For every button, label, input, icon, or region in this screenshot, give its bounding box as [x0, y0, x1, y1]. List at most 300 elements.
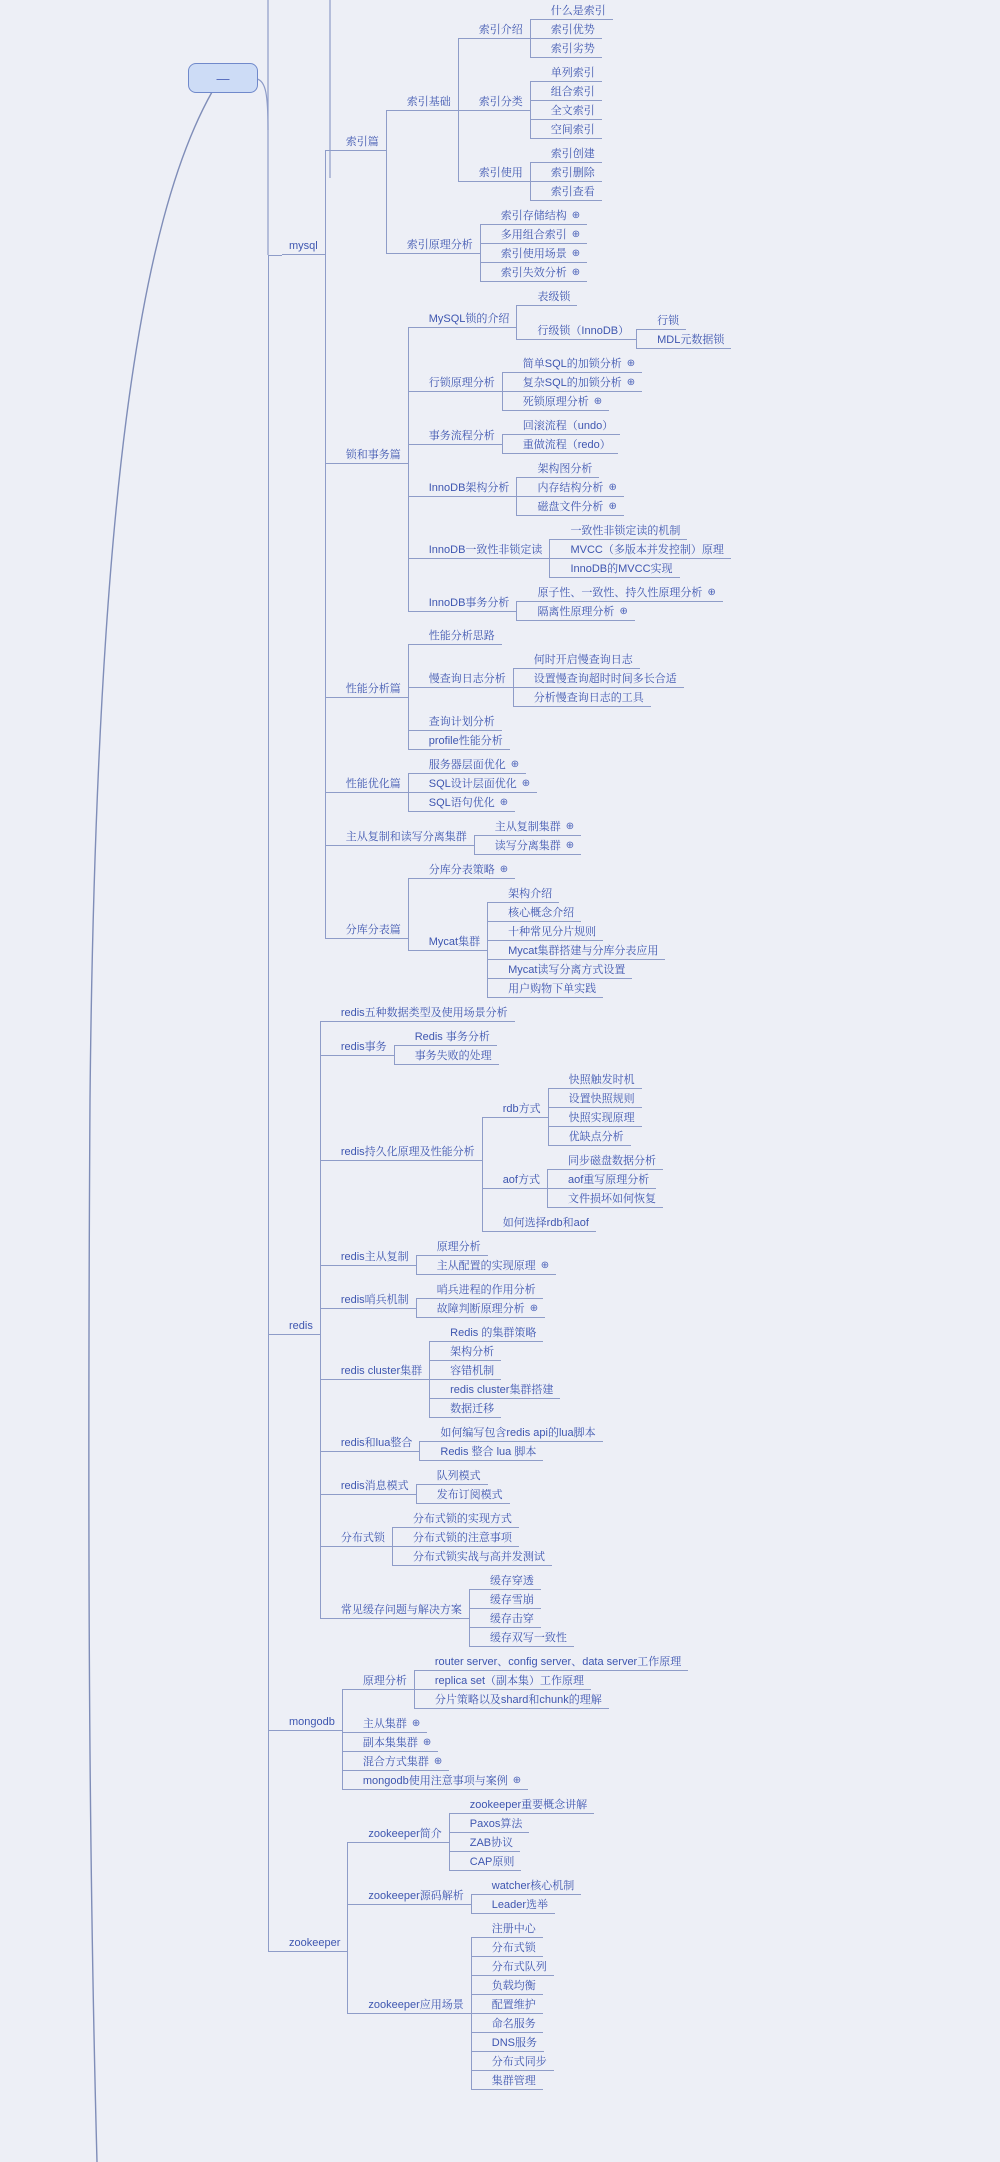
map-leaf — [485, 2071, 554, 2090]
node-children — [347, 1796, 594, 2090]
map-leaf — [544, 39, 613, 58]
node-label[interactable]: mongodb使用注意事项与案例 ⊕ — [356, 1772, 528, 1790]
node-label[interactable]: 简单SQL的加锁分析 ⊕ — [516, 355, 642, 373]
map-leaf — [433, 1424, 602, 1442]
node-label[interactable]: 内存结构分析 ⊕ — [530, 479, 623, 497]
node-label[interactable]: 索引查看 — [544, 183, 602, 201]
map-leaf — [422, 774, 537, 793]
map-leaf — [501, 922, 665, 941]
expand-icon[interactable]: ⊕ — [619, 606, 628, 617]
node-label[interactable]: 分布式锁的实现方式 — [406, 1510, 519, 1528]
node-label[interactable]: 副本集集群 ⊕ — [356, 1734, 438, 1752]
node-label[interactable]: 同步磁盘数据分析 — [561, 1152, 663, 1170]
node-label[interactable]: 磁盘文件分析 ⊕ — [530, 498, 623, 516]
map-node — [334, 1566, 663, 1647]
node-label[interactable]: zookeeper重要概念讲解 — [463, 1796, 594, 1814]
expand-icon[interactable]: ⊕ — [422, 1737, 432, 1748]
node-label[interactable]: 索引存储结构 ⊕ — [494, 207, 587, 225]
node-label[interactable]: 服务器层面优化 ⊕ — [422, 756, 526, 774]
node-label[interactable]: ZAB协议 — [463, 1834, 520, 1852]
map-node — [400, 201, 613, 282]
node-children — [471, 1920, 554, 2090]
branch-redis — [282, 998, 731, 1647]
map-node — [422, 454, 732, 516]
node-label[interactable]: 锁和事务篇 — [339, 446, 408, 464]
map-node — [361, 1796, 594, 1871]
map-leaf — [563, 522, 730, 540]
node-label[interactable]: 缓存击穿 — [483, 1610, 541, 1628]
map-leaf — [463, 1814, 594, 1833]
branch-mongodb — [282, 1647, 731, 1790]
map-node — [334, 1418, 663, 1461]
node-label[interactable]: 组合索引 — [544, 83, 602, 101]
map-node — [472, 2, 613, 58]
node-label[interactable]: 单列索引 — [544, 64, 602, 82]
map-leaf — [443, 1361, 560, 1380]
node-label[interactable]: zookeeper — [282, 1934, 347, 1952]
map-leaf — [544, 2, 613, 20]
node-label[interactable]: 多用组合索引 ⊕ — [494, 226, 587, 244]
node-label[interactable]: 如何编写包含redis api的lua脚本 — [433, 1424, 602, 1442]
node-children — [474, 818, 581, 855]
node-children — [416, 1238, 556, 1275]
node-label[interactable]: 缓存穿透 — [483, 1572, 541, 1590]
map-leaf — [406, 1547, 552, 1566]
node-label[interactable]: 全文索引 — [544, 102, 602, 120]
node-label[interactable]: 主从复制集群 ⊕ — [488, 818, 581, 836]
map-leaf — [430, 1281, 545, 1299]
map-leaf — [561, 1189, 663, 1208]
expand-icon[interactable]: ⊕ — [626, 358, 636, 369]
node-children — [471, 1877, 582, 1914]
map-leaf — [501, 903, 665, 922]
map-node — [422, 879, 666, 998]
node-children — [547, 1152, 663, 1208]
node-label[interactable]: 架构介绍 — [501, 885, 559, 903]
node-label[interactable]: 分库分表策略 ⊕ — [422, 861, 515, 879]
map-leaf — [562, 1071, 642, 1089]
node-label[interactable]: 死锁原理分析 ⊕ — [516, 393, 609, 411]
node-label[interactable]: 分布式同步 — [485, 2053, 554, 2071]
expand-icon[interactable]: ⊕ — [565, 821, 575, 832]
map-node — [339, 812, 732, 855]
node-label[interactable]: 快照触发时机 — [562, 1071, 642, 1089]
node-label[interactable]: 表级锁 — [530, 288, 577, 306]
map-leaf — [483, 1628, 574, 1647]
node-label[interactable]: watcher核心机制 — [485, 1877, 582, 1895]
map-leaf — [544, 163, 602, 182]
node-label[interactable]: 性能分析思路 — [422, 627, 502, 645]
expand-icon[interactable]: ⊕ — [608, 501, 617, 512]
node-label[interactable]: mysql — [282, 237, 325, 255]
node-label[interactable]: InnoDB事务分析 — [422, 594, 517, 612]
map-leaf — [530, 460, 623, 478]
node-label[interactable]: Mycat读写分离方式设置 — [501, 961, 632, 979]
node-label[interactable]: 设置慢查询超时时间多长合适 — [527, 670, 684, 688]
map-leaf — [563, 559, 730, 578]
node-children — [636, 312, 731, 349]
node-label[interactable]: 注册中心 — [485, 1920, 543, 1938]
node-label[interactable]: SQL语句优化 ⊕ — [422, 794, 515, 812]
mindmap-tree — [268, 2, 731, 2090]
root-topic[interactable] — [188, 63, 258, 93]
node-label[interactable]: router server、config server、data server工作原理 — [428, 1653, 688, 1671]
map-leaf — [562, 1108, 642, 1127]
node-label[interactable]: 主从复制和读写分离集群 — [339, 828, 474, 846]
node-children — [469, 1572, 574, 1647]
map-leaf — [485, 1938, 554, 1957]
node-label[interactable]: 原理分析 — [356, 1672, 414, 1690]
node-label[interactable]: 快照实现原理 — [562, 1109, 642, 1127]
map-leaf — [501, 960, 665, 979]
node-label[interactable]: 集群管理 — [485, 2072, 543, 2090]
root-elbow-line — [257, 79, 268, 130]
map-leaf — [485, 1895, 582, 1914]
node-label[interactable]: Leader选举 — [485, 1896, 555, 1914]
map-leaf — [430, 1299, 545, 1318]
node-children — [320, 1004, 663, 1647]
map-leaf — [516, 373, 642, 392]
expand-icon[interactable]: ⊕ — [512, 1775, 522, 1786]
node-children — [449, 1796, 594, 1871]
node-children — [394, 1028, 499, 1065]
node-label[interactable]: 读写分离集群 ⊕ — [488, 837, 581, 855]
map-leaf — [443, 1380, 560, 1399]
node-children — [408, 756, 537, 812]
node-label[interactable]: 常见缓存问题与解决方案 — [334, 1601, 469, 1619]
node-label[interactable]: Mycat集群搭建与分库分表应用 — [501, 942, 665, 960]
node-label[interactable]: aof方式 — [496, 1171, 547, 1189]
node-label[interactable]: 分布式锁 — [485, 1939, 543, 1957]
node-children — [513, 651, 684, 707]
node-label[interactable]: 设置快照规则 — [562, 1090, 642, 1108]
node-label[interactable]: 重做流程（redo） — [516, 436, 618, 454]
node-children — [408, 861, 666, 998]
node-label[interactable]: redis消息模式 — [334, 1477, 416, 1495]
map-leaf — [422, 861, 666, 879]
map-leaf — [483, 1609, 574, 1628]
map-leaf — [485, 1957, 554, 1976]
node-label[interactable]: 复杂SQL的加锁分析 ⊕ — [516, 374, 642, 392]
map-leaf — [356, 1709, 688, 1733]
node-label[interactable]: 索引篇 — [339, 133, 386, 151]
map-leaf — [422, 707, 684, 731]
node-label[interactable]: 性能优化篇 — [339, 775, 408, 793]
node-label[interactable]: 索引失效分析 ⊕ — [494, 264, 587, 282]
node-label[interactable]: redis哨兵机制 — [334, 1291, 416, 1309]
expand-icon[interactable]: ⊕ — [499, 797, 509, 808]
expand-icon[interactable]: ⊕ — [571, 229, 581, 240]
node-label[interactable]: 命名服务 — [485, 2015, 543, 2033]
node-label[interactable]: 容错机制 — [443, 1362, 501, 1380]
map-node — [334, 1232, 663, 1275]
root-topic-label: — — [216, 70, 230, 86]
node-label[interactable]: 慢查询日志分析 — [422, 670, 513, 688]
map-leaf — [494, 225, 587, 244]
node-label[interactable]: 性能分析篇 — [339, 680, 408, 698]
expand-icon[interactable]: ⊕ — [571, 210, 581, 221]
map-leaf — [530, 497, 623, 516]
expand-icon[interactable]: ⊕ — [499, 864, 509, 875]
map-leaf — [527, 688, 684, 707]
node-children — [502, 417, 620, 454]
map-leaf — [488, 818, 581, 836]
node-label[interactable]: 原子性、一致性、持久性原理分析 ⊕ — [530, 584, 722, 602]
map-node — [339, 750, 732, 812]
expand-icon[interactable]: ⊕ — [521, 778, 531, 789]
map-leaf — [563, 540, 730, 559]
node-label[interactable]: 缓存雪崩 — [483, 1591, 541, 1609]
node-label[interactable]: 隔离性原理分析 ⊕ — [530, 603, 634, 621]
node-label[interactable]: 混合方式集群 ⊕ — [356, 1753, 449, 1771]
map-node — [400, 2, 613, 201]
map-node — [334, 1022, 663, 1065]
node-label[interactable]: zookeeper源码解析 — [361, 1887, 470, 1905]
node-label[interactable]: redis五种数据类型及使用场景分析 — [334, 1004, 515, 1022]
node-label[interactable]: MVCC（多版本并发控制）原理 — [563, 541, 730, 559]
map-leaf — [428, 1671, 688, 1690]
node-children — [342, 1653, 688, 1790]
node-label[interactable]: redis持久化原理及性能分析 — [334, 1143, 482, 1161]
node-label[interactable]: Redis 事务分析 — [408, 1028, 497, 1046]
node-label[interactable]: InnoDB架构分析 — [422, 479, 517, 497]
node-children — [482, 1071, 663, 1232]
map-leaf — [485, 2033, 554, 2052]
node-label[interactable]: 分布式队列 — [485, 1958, 554, 1976]
node-label[interactable]: InnoDB一致性非锁定读 — [422, 541, 550, 559]
map-leaf — [494, 244, 587, 263]
node-label[interactable]: 主从集群 ⊕ — [356, 1715, 427, 1733]
node-label[interactable]: 发布订阅模式 — [430, 1486, 510, 1504]
node-label[interactable]: 优缺点分析 — [562, 1128, 631, 1146]
node-label[interactable]: SQL设计层面优化 ⊕ — [422, 775, 537, 793]
node-label[interactable]: Mycat集群 — [422, 933, 487, 951]
map-node — [334, 1318, 663, 1418]
node-children — [530, 2, 613, 58]
map-node — [496, 1071, 663, 1146]
node-label[interactable]: 行锁原理分析 — [422, 374, 502, 392]
node-label[interactable]: MySQL锁的介绍 — [422, 310, 517, 328]
node-children — [458, 2, 613, 201]
node-children — [386, 2, 613, 282]
node-label[interactable]: redis cluster集群 — [334, 1362, 429, 1380]
node-label[interactable]: 主从配置的实现原理 ⊕ — [430, 1257, 556, 1275]
node-label[interactable]: 缓存双写一致性 — [483, 1629, 574, 1647]
map-node — [422, 349, 732, 411]
node-label[interactable]: 分库分表篇 — [339, 921, 408, 939]
expand-icon[interactable]: ⊕ — [565, 840, 575, 851]
expand-icon[interactable]: ⊕ — [510, 759, 520, 770]
node-label[interactable]: mongodb — [282, 1713, 342, 1731]
node-label[interactable]: 空间索引 — [544, 121, 602, 139]
node-label[interactable]: 索引基础 — [400, 93, 458, 111]
map-leaf — [422, 793, 537, 812]
node-children — [416, 1281, 545, 1318]
node-label[interactable]: redis主从复制 — [334, 1248, 416, 1266]
node-label[interactable]: 行锁 — [650, 312, 686, 330]
node-label[interactable]: 架构图分析 — [530, 460, 599, 478]
map-leaf — [561, 1170, 663, 1189]
node-children — [516, 460, 623, 516]
node-label[interactable]: Redis 整合 lua 脚本 — [433, 1443, 543, 1461]
map-leaf — [494, 263, 587, 282]
node-label[interactable]: 索引分类 — [472, 93, 530, 111]
map-leaf — [428, 1653, 688, 1671]
node-label[interactable]: 用户购物下单实践 — [501, 980, 603, 998]
node-label[interactable]: redis和lua整合 — [334, 1434, 420, 1452]
node-label[interactable]: Redis 的集群策略 — [443, 1324, 543, 1342]
branch-column — [268, 2, 731, 2090]
node-label[interactable]: 故障判断原理分析 ⊕ — [430, 1300, 545, 1318]
expand-icon[interactable]: ⊕ — [571, 267, 581, 278]
node-children — [549, 522, 730, 578]
map-node — [356, 1653, 688, 1709]
node-label[interactable]: 如何选择rdb和aof — [496, 1214, 596, 1232]
map-leaf — [530, 584, 722, 602]
map-leaf — [406, 1510, 552, 1528]
node-label[interactable]: 行级锁（InnoDB） — [530, 322, 636, 340]
node-children — [530, 64, 602, 139]
node-children — [516, 288, 731, 349]
node-label[interactable]: MDL元数据锁 — [650, 331, 731, 349]
map-leaf — [544, 145, 602, 163]
node-children — [414, 1653, 688, 1709]
map-leaf — [443, 1324, 560, 1342]
map-node — [530, 306, 731, 349]
node-label[interactable]: 什么是索引 — [544, 2, 613, 20]
node-label[interactable]: 索引删除 — [544, 164, 602, 182]
node-label[interactable]: 负载均衡 — [485, 1977, 543, 1995]
node-label[interactable]: 原理分析 — [430, 1238, 488, 1256]
node-label[interactable]: 何时开启慢查询日志 — [527, 651, 640, 669]
map-leaf — [428, 1690, 688, 1709]
map-leaf — [356, 1771, 688, 1790]
expand-icon[interactable]: ⊕ — [529, 1303, 539, 1314]
node-label[interactable]: CAP原则 — [463, 1853, 522, 1871]
node-label[interactable]: 索引劣势 — [544, 40, 602, 58]
node-label[interactable]: DNS服务 — [485, 2034, 544, 2052]
root-left-curve — [89, 92, 212, 2162]
expand-icon[interactable]: ⊕ — [433, 1756, 443, 1767]
node-label[interactable]: 分析慢查询日志的工具 — [527, 689, 651, 707]
node-label[interactable]: 数据迁移 — [443, 1400, 501, 1418]
node-label[interactable]: 哨兵进程的作用分析 — [430, 1281, 543, 1299]
node-label[interactable]: 分布式锁 — [334, 1529, 392, 1547]
map-node — [339, 2, 732, 282]
map-node — [334, 1065, 663, 1232]
map-leaf — [356, 1752, 688, 1771]
map-leaf — [485, 1920, 554, 1938]
map-node — [339, 621, 732, 750]
map-leaf — [485, 1995, 554, 2014]
map-leaf — [356, 1733, 688, 1752]
node-label[interactable]: 索引原理分析 — [400, 236, 480, 254]
node-label[interactable]: 十种常见分片规则 — [501, 923, 603, 941]
map-node — [334, 1275, 663, 1318]
node-label[interactable]: 分布式锁的注意事项 — [406, 1529, 519, 1547]
node-children — [419, 1424, 602, 1461]
map-leaf — [562, 1127, 642, 1146]
expand-icon[interactable]: ⊕ — [593, 396, 603, 407]
node-label[interactable]: replica set（副本集）工作原理 — [428, 1672, 591, 1690]
map-leaf — [430, 1238, 556, 1256]
node-label[interactable]: Paxos算法 — [463, 1815, 530, 1833]
map-leaf — [530, 288, 731, 306]
node-label[interactable]: zookeeper应用场景 — [361, 1996, 470, 2014]
map-leaf — [430, 1256, 556, 1275]
node-label[interactable]: 队列模式 — [430, 1467, 488, 1485]
node-label[interactable]: 索引创建 — [544, 145, 602, 163]
node-label[interactable]: 索引使用 — [472, 164, 530, 182]
map-leaf — [544, 101, 602, 120]
map-leaf — [408, 1028, 499, 1046]
node-label[interactable]: 回滚流程（undo） — [516, 417, 620, 435]
map-leaf — [527, 669, 684, 688]
map-leaf — [430, 1467, 510, 1485]
map-node — [422, 288, 732, 349]
map-leaf — [422, 756, 537, 774]
map-leaf — [544, 120, 602, 139]
map-leaf — [501, 941, 665, 960]
node-children — [480, 207, 587, 282]
map-leaf — [516, 355, 642, 373]
node-label[interactable]: aof重写原理分析 — [561, 1171, 656, 1189]
node-label[interactable]: 分布式锁实战与高并发测试 — [406, 1548, 552, 1566]
map-node — [472, 139, 613, 201]
branch-mysql — [282, 2, 731, 998]
node-label[interactable]: zookeeper简介 — [361, 1825, 448, 1843]
node-label[interactable]: 配置维护 — [485, 1996, 543, 2014]
map-leaf — [544, 182, 602, 201]
map-leaf — [433, 1442, 602, 1461]
node-label[interactable]: 索引使用场景 ⊕ — [494, 245, 587, 263]
node-label[interactable]: redis — [282, 1317, 320, 1335]
map-leaf — [501, 885, 665, 903]
map-leaf — [516, 392, 642, 411]
expand-icon[interactable]: ⊕ — [411, 1718, 421, 1729]
node-label[interactable]: 事务失败的处理 — [408, 1047, 499, 1065]
expand-icon[interactable]: ⊕ — [608, 482, 617, 493]
node-label[interactable]: 索引介绍 — [472, 21, 530, 39]
node-label[interactable]: 一致性非锁定读的机制 — [563, 522, 687, 540]
node-label[interactable]: 查询计划分析 — [422, 713, 502, 731]
node-label[interactable]: redis事务 — [334, 1038, 394, 1056]
node-label[interactable]: redis cluster集群搭建 — [443, 1381, 560, 1399]
node-label[interactable]: 核心概念介绍 — [501, 904, 581, 922]
node-label[interactable]: rdb方式 — [496, 1100, 548, 1118]
map-node — [472, 58, 613, 139]
expand-icon[interactable]: ⊕ — [540, 1260, 550, 1271]
node-children — [548, 1071, 642, 1146]
expand-icon[interactable]: ⊕ — [571, 248, 581, 259]
expand-icon[interactable]: ⊕ — [707, 587, 716, 598]
map-leaf — [422, 731, 684, 750]
expand-icon[interactable]: ⊕ — [626, 377, 636, 388]
node-label[interactable]: 事务流程分析 — [422, 427, 502, 445]
map-leaf — [485, 1976, 554, 1995]
map-leaf — [422, 627, 684, 645]
node-label[interactable]: profile性能分析 — [422, 732, 510, 750]
map-leaf — [443, 1342, 560, 1361]
branch-zookeeper — [282, 1790, 731, 2090]
node-label[interactable]: 索引优势 — [544, 21, 602, 39]
map-node — [361, 1914, 594, 2090]
node-label[interactable]: 文件损坏如何恢复 — [561, 1190, 663, 1208]
node-label[interactable]: 架构分析 — [443, 1343, 501, 1361]
map-leaf — [485, 2014, 554, 2033]
node-label[interactable]: InnoDB的MVCC实现 — [563, 560, 679, 578]
node-label[interactable]: 分片策略以及shard和chunk的理解 — [428, 1691, 609, 1709]
